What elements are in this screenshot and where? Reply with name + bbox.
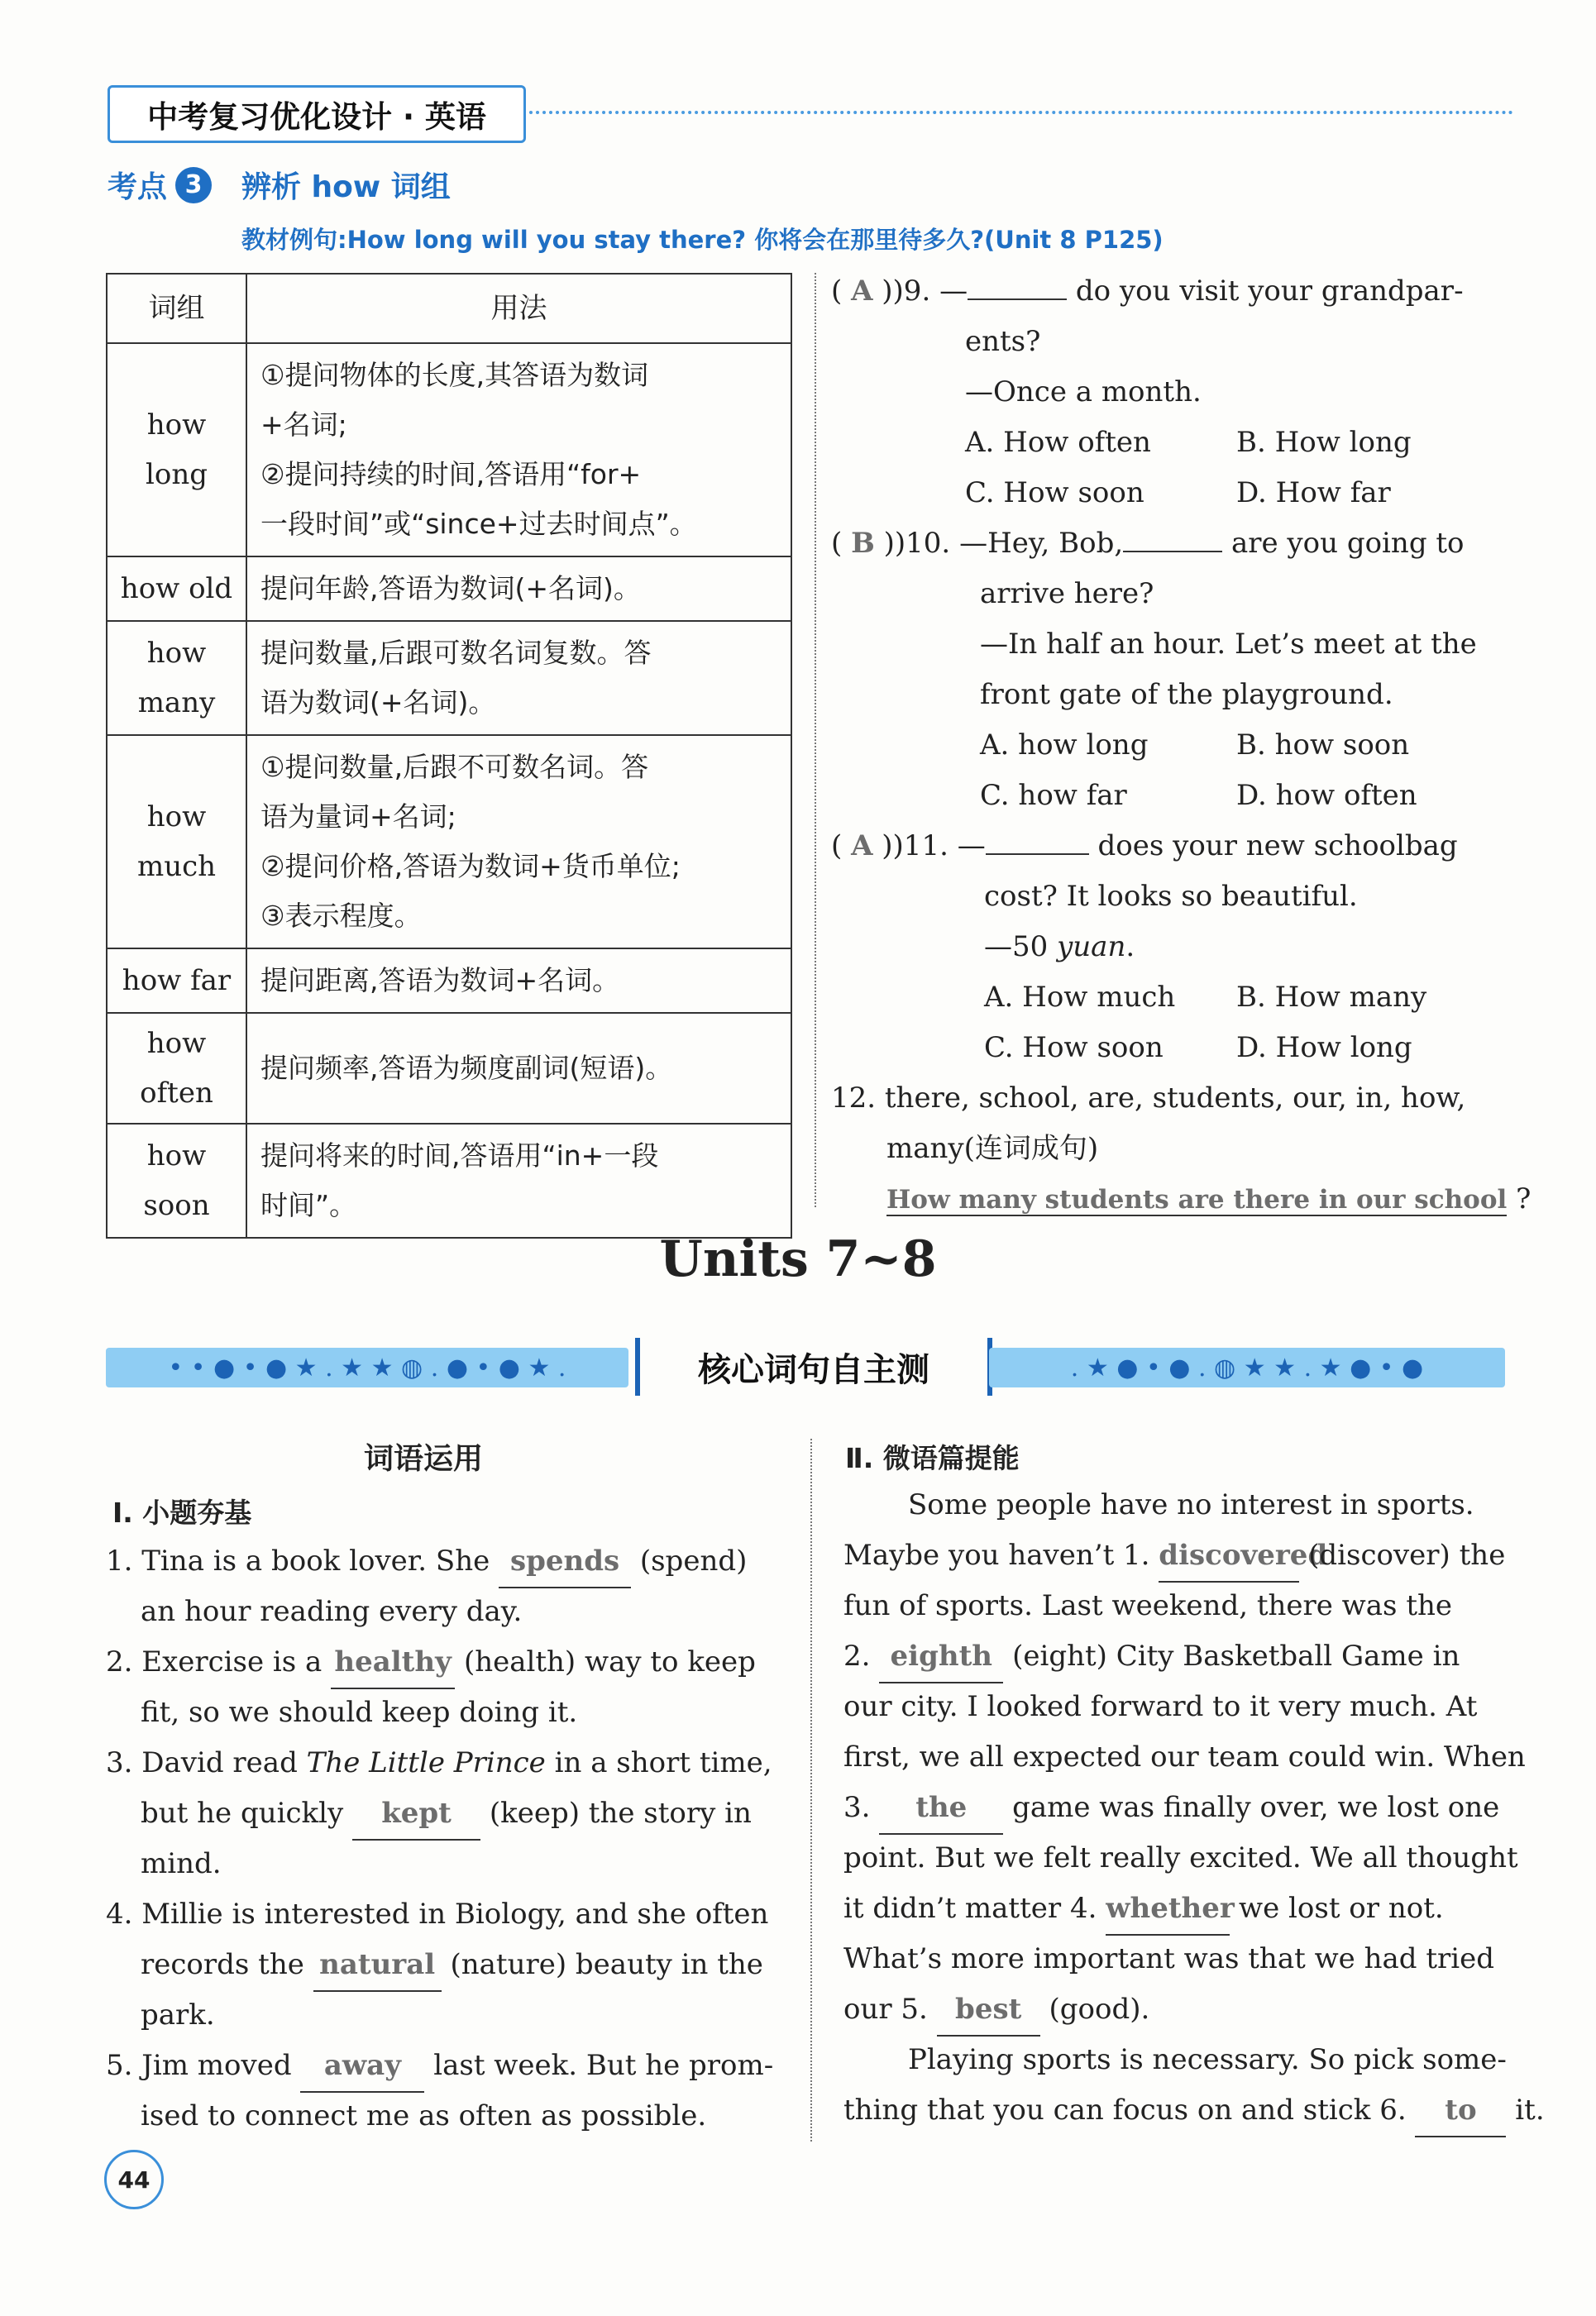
table-cell-phrase: how old (107, 556, 246, 621)
passage-text: game was finally over, we lost one (1012, 1791, 1500, 1824)
item-answer: spends (499, 1536, 631, 1588)
units-title: Units 7~8 (659, 1230, 937, 1288)
passage-line (843, 1984, 1149, 2037)
vocab-item-5-line-2: ised to connect me as often as possible. (141, 2099, 707, 2132)
section-label: 考点 (108, 170, 168, 204)
vocab-item-3-line-3: mind. (141, 1847, 222, 1880)
vocab-item-4-line-1: 4. Millie is interested in Biology, and she often (106, 1898, 769, 1931)
table-header-row (107, 274, 791, 343)
passage-answer: whether (1106, 1884, 1230, 1936)
passage-text: it didn’t matter 4. (843, 1892, 1097, 1925)
stem-text: —Hey, Bob, (959, 527, 1124, 560)
question-11-reply (984, 922, 1135, 972)
table-cell-usage (246, 621, 791, 735)
item-hint: (nature) beauty in the (450, 1948, 763, 1981)
passage-answer: best (937, 1984, 1040, 2037)
question-12-line-2: many(连词成句) (886, 1132, 1099, 1165)
table-cell-phrase: how many (107, 621, 246, 735)
table-row (107, 621, 791, 735)
part2-title: Ⅱ. 微语篇提能 (845, 1442, 1020, 1474)
question-words: there, school, are, students, our, in, how, (884, 1082, 1466, 1115)
item-hint: (health) way to keep (463, 1645, 756, 1679)
option-d: D. how often (1236, 779, 1417, 812)
item-text: in a short time, (554, 1746, 772, 1779)
section-title: 辨析 how 词组 (241, 170, 451, 204)
stem-text: — (939, 275, 968, 308)
header-dotted-rule (529, 111, 1513, 114)
vocab-title: 词语运用 (364, 1442, 484, 1476)
item-answer: natural (313, 1940, 442, 1992)
passage-line: Some people have no interest in sports. (908, 1488, 1474, 1521)
question-number: )11. (892, 829, 949, 862)
question-number: )9. (892, 275, 931, 308)
banner-title: 核心词句自主测 (635, 1338, 992, 1396)
example-text: How long will you stay there? 你将会在那里待多久?(Unit 8 P125) (346, 226, 1164, 254)
table-cell-phrase: how far (107, 948, 246, 1013)
passage-text: it. (1515, 2094, 1545, 2127)
how-phrase-table (106, 273, 792, 1239)
page-number: 44 (104, 2150, 164, 2209)
option-a: A. How often (965, 426, 1151, 459)
question-11-line-1: ( A ))11. — does your new schoolbag (831, 829, 1458, 862)
part1-title: Ⅰ. 小题夯基 (112, 1497, 252, 1529)
passage-line: first, we all expected our team could win. When (843, 1741, 1526, 1774)
item-answer: kept (352, 1788, 480, 1841)
usage-line: 语为数词(+名词)。 (260, 686, 496, 719)
usage-line: 一段时间”或“since+过去时间点”。 (260, 508, 697, 540)
passage-text: our 5. (843, 1993, 928, 2026)
answer-blank (986, 853, 1089, 855)
vocab-item-1-line-2: an hour reading every day. (141, 1595, 523, 1628)
option-b: B. How many (1236, 981, 1427, 1014)
passage-text: (good). (1049, 1993, 1150, 2026)
usage-line: 提问频率,答语为频度副词(短语)。 (260, 1052, 673, 1084)
usage-line: ①提问数量,后跟不可数名词。答 (260, 751, 649, 783)
table-cell-phrase: how soon (107, 1124, 246, 1238)
reply-italic: yuan (1057, 930, 1126, 963)
passage-text: Maybe you haven’t 1. (843, 1539, 1150, 1572)
passage-text: (discover) the (1308, 1539, 1506, 1572)
table-cell-usage (246, 948, 791, 1013)
passage-line: Playing sports is necessary. So pick some- (908, 2043, 1507, 2076)
table-cell-phrase: how much (107, 735, 246, 948)
reply-end: . (1125, 930, 1135, 963)
table-cell-usage (246, 343, 791, 556)
answer-blank (1123, 551, 1222, 552)
banner-decor-left: • • ● • ● ★ . ★ ★ ◍ . ● • ● ★ . (106, 1348, 628, 1387)
question-9-line-1: ( A ))9. — do you visit your grandpar- (831, 275, 1464, 308)
passage-text: 3. (843, 1791, 871, 1824)
answer-choice: B (851, 527, 875, 560)
option-c: C. how far (980, 779, 1127, 812)
passage-line: What’s more important was that we had tried (843, 1942, 1495, 1975)
passage-line (843, 1530, 1505, 1583)
answer-blank (968, 298, 1067, 300)
answer-choice: A (851, 275, 873, 308)
item-text: 1. Tina is a book lover. She (106, 1545, 490, 1578)
question-number: )10. (894, 527, 951, 560)
item-hint: (keep) the story in (489, 1797, 752, 1830)
book-title-italic: The Little Prince (306, 1746, 546, 1779)
vocab-item-4-line-3: park. (141, 1998, 215, 2032)
passage-line: point. But we felt really excited. We all thought (843, 1841, 1518, 1874)
option-b: B. how soon (1236, 728, 1410, 762)
item-text: 5. Jim moved (106, 2049, 292, 2082)
table-header-phrase: 词组 (107, 274, 246, 343)
question-number: 12. (831, 1082, 877, 1115)
table-cell-phrase: how often (107, 1013, 246, 1124)
item-text: records the (141, 1948, 304, 1981)
item-text: 2. Exercise is a (106, 1645, 323, 1679)
passage-text: thing that you can focus on and stick 6. (843, 2094, 1407, 2127)
passage-line (843, 1884, 1444, 1936)
item-answer: healthy (331, 1637, 455, 1689)
passage-line (843, 2085, 1545, 2137)
table-row (107, 556, 791, 621)
passage-text: we lost or not. (1239, 1892, 1444, 1925)
answer-choice: A (851, 829, 873, 862)
stem-text: are you going to (1230, 527, 1465, 560)
passage-line: fun of sports. Last weekend, there was the (843, 1589, 1452, 1622)
question-10-line-1: ( B ))10. —Hey, Bob, are you going to (831, 527, 1465, 560)
passage-answer: the (879, 1783, 1003, 1835)
usage-line: ③表示程度。 (260, 900, 422, 932)
section-number-badge: 3 (175, 167, 212, 203)
question-10-reply-1: —In half an hour. Let’s meet at the (980, 628, 1477, 661)
table-row (107, 735, 791, 948)
usage-line: 语为量词+名词; (260, 800, 456, 833)
table-row (107, 343, 791, 556)
option-d: D. How long (1236, 1031, 1412, 1064)
usage-line: ②提问持续的时间,答语用“for+ (260, 458, 642, 490)
stem-text: does your new schoolbag (1097, 829, 1458, 862)
table-cell-phrase: how long (107, 343, 246, 556)
stem-text: do you visit your grandpar- (1075, 275, 1464, 308)
passage-answer: discovered (1159, 1530, 1299, 1583)
option-a: A. How much (984, 981, 1176, 1014)
question-12-answer-line (886, 1174, 1531, 1225)
stem-text: — (957, 829, 986, 862)
item-text: last week. But he prom- (433, 2049, 774, 2082)
item-text: but he quickly (141, 1797, 344, 1830)
item-answer: away (300, 2041, 424, 2093)
usage-line: 提问将来的时间,答语用“in+一段 (260, 1139, 659, 1172)
vocab-item-4-line-2 (141, 1940, 763, 1992)
vocab-item-3-line-2 (141, 1788, 752, 1841)
column-divider (810, 1439, 812, 2142)
passage-line: our city. I looked forward to it very much. At (843, 1690, 1478, 1723)
question-9-line-2: ents? (965, 325, 1041, 358)
option-b: B. How long (1236, 426, 1412, 459)
usage-line: 提问年龄,答语为数词(+名词)。 (260, 572, 641, 604)
question-11-line-2: cost? It looks so beautiful. (984, 880, 1358, 913)
option-a: A. how long (980, 728, 1149, 762)
usage-line: 提问数量,后跟可数名词复数。答 (260, 637, 652, 669)
banner-decor-right: . ★ ● • ● . ◍ ★ ★ . ★ ● • ● (989, 1348, 1505, 1387)
option-d: D. How far (1236, 476, 1391, 509)
textbook-example (241, 222, 1164, 255)
question-10-line-2: arrive here? (980, 577, 1154, 610)
table-cell-usage (246, 1124, 791, 1238)
option-c: C. How soon (984, 1031, 1164, 1064)
table-row (107, 1124, 791, 1238)
reply-text: —50 (984, 930, 1049, 963)
table-cell-usage (246, 556, 791, 621)
vocab-item-2-line-1 (106, 1637, 756, 1689)
usage-line: 时间”。 (260, 1189, 357, 1221)
question-12-line-1 (831, 1073, 1465, 1124)
passage-line (843, 1783, 1499, 1835)
vocab-item-1-line-1 (106, 1536, 747, 1588)
vocab-item-3-line-1 (106, 1738, 772, 1788)
question-9-reply: —Once a month. (965, 375, 1202, 408)
sentence-answer: How many students are there in our school (886, 1185, 1508, 1215)
table-cell-usage (246, 1013, 791, 1124)
passage-line (843, 1631, 1460, 1683)
usage-line: +名词; (260, 408, 347, 441)
question-10-reply-2: front gate of the playground. (980, 678, 1393, 711)
item-hint: (spend) (639, 1545, 748, 1578)
table-row (107, 1013, 791, 1124)
option-c: C. How soon (965, 476, 1144, 509)
section-heading (108, 164, 451, 206)
item-text: 3. David read (106, 1746, 298, 1779)
book-title: 中考复习优化设计 · 英语 (108, 85, 526, 143)
table-cell-usage (246, 735, 791, 948)
example-prefix: 教材例句: (241, 226, 347, 254)
table-row (107, 948, 791, 1013)
passage-text: 2. (843, 1640, 871, 1673)
usage-line: ②提问价格,答语为数词+货币单位; (260, 850, 681, 882)
question-mark: ? (1516, 1182, 1531, 1215)
table-header-usage: 用法 (246, 274, 791, 343)
passage-text: (eight) City Basketball Game in (1012, 1640, 1460, 1673)
column-divider (815, 273, 816, 1207)
passage-answer: eighth (879, 1631, 1003, 1683)
vocab-item-5-line-1 (106, 2041, 773, 2093)
usage-line: 提问距离,答语为数词+名词。 (260, 964, 620, 996)
passage-answer: to (1415, 2085, 1506, 2137)
vocab-item-2-line-2: fit, so we should keep doing it. (141, 1696, 578, 1729)
usage-line: ①提问物体的长度,其答语为数词 (260, 359, 649, 391)
